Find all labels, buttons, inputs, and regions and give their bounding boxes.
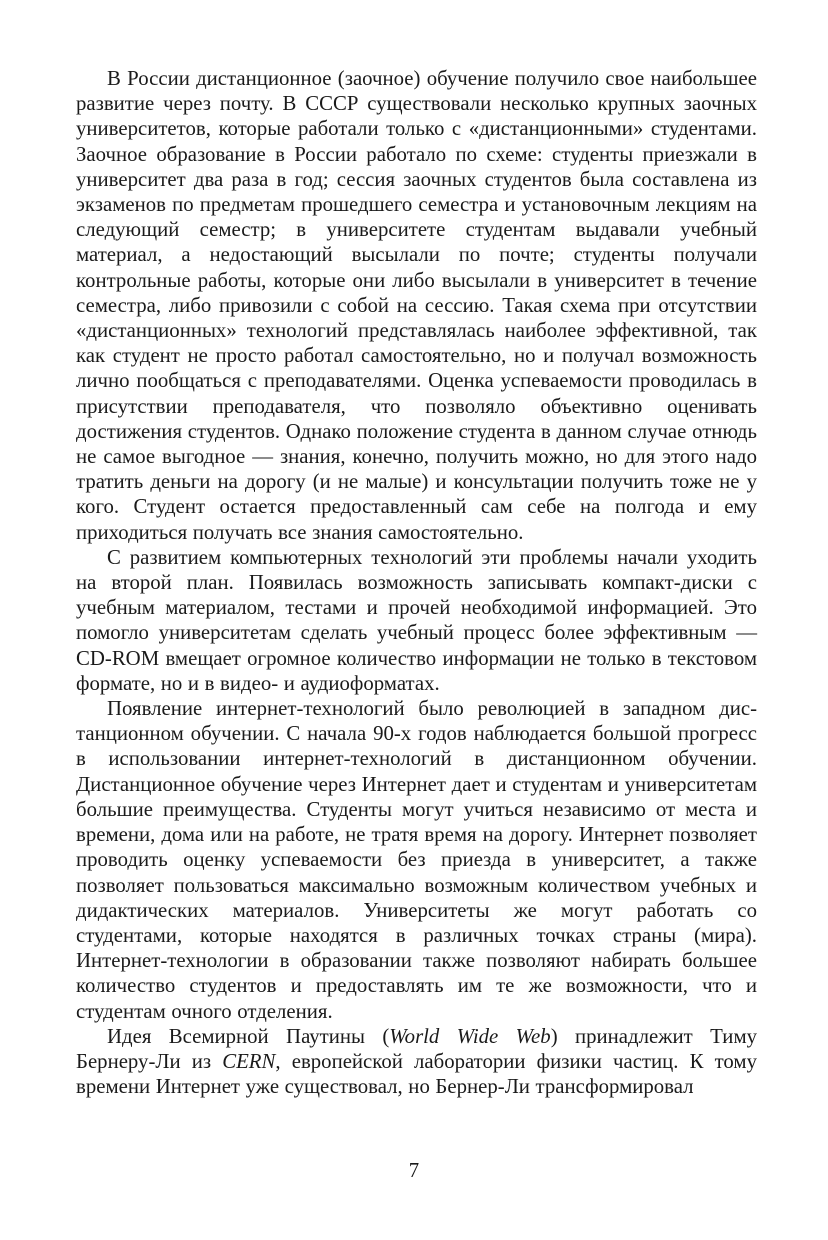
paragraph-internet-technologies bbox=[76, 696, 757, 1024]
paragraph-world-wide-web bbox=[76, 1024, 757, 1100]
italic-term: World Wide Web bbox=[389, 1024, 551, 1048]
paragraph-distance-learning-russia bbox=[76, 66, 757, 545]
text-run: В России дистанционное (заочное) обучение получило свое наибольшее развитие через почту. В СССР существовали несколько крупных заочных университетов, которые работали только с «дистанционными» студентами. Заочное образование в России работало по схеме: студенты приезжали в университет два раза в год; сессия заочных студентов была составлена из экзаменов по предметам прошедшего семестра и установочным лекциям на следующий семестр; в университете студентам выдавали учебный материал, а недостающий высылали по почте; студенты получали контрольные работы, которые они либо высылали в университет в течение семестра, либо привозили с собой на сессию. Такая схема при отсутствии «дистанционных» технологий представлялась наиболее эффективной, так как студент не просто работал самостоятельно, но и получал возможность лично пообщаться с преподавателями. Оценка успеваемости проводилась в присутствии преподавателя, что позволяло объективно оценивать достижения студентов. Однако положение студента в данном случае отнюдь не самое выгодное — знания, конечно, получить можно, но для этого надо тратить деньги на дорогу (и не малые) и консультации получить тоже не у кого. Студент остается предоставленный сам себе на полгода и ему приходиться получать все знания самостоятельно. bbox=[76, 67, 757, 544]
page-number: 7 bbox=[408, 1159, 420, 1182]
text-run: Появление интернет-технологий было революцией в западном дистанционном обучении. С начала 90-х годов наблюдается большой прогресс в использовании интернет-технологий в дистанционном обучении. Дистанционное обучение через Интернет дает и студентам и университетам большие преимущества. Студенты могут учиться независимо от места и времени, дома или на работе, не тратя время на дорогу. Интернет позволяет проводить оценку успеваемости без приезда в университет, а также позволяет пользоваться максимально возможным количеством учебных и дидактических материалов. Университеты же могут работать со студентами, которые находятся в различных точках страны (мира). Интернет-технологии в образовании также позволяют набирать большее количество студентов и предоставлять им те же возможности, что и студентам очного отделения. bbox=[76, 697, 757, 1023]
text-run: Идея Всемирной Паутины ( bbox=[107, 1024, 390, 1048]
page-body bbox=[76, 66, 757, 1166]
italic-term: CERN bbox=[222, 1049, 276, 1073]
text-run: С развитием компьютерных технологий эти проблемы начали уходить на второй план. Появилась возможность записывать компакт-диски с учебным материалом, тестами и прочей необходимой информацией. Это помогло университетам сделать учебный процесс более эффективным — CD-ROM вмещает огромное количество информации не только в текстовом формате, но и в видео- и аудиоформатах. bbox=[76, 545, 757, 695]
text-run: ) принадлежит Тиму Бернеру-Ли из bbox=[76, 1024, 757, 1073]
paragraph-computer-technologies bbox=[76, 545, 757, 696]
text-run: , европейской лаборатории физики частиц. К тому времени Интернет уже существовал, но Бернер-Ли трансформировал bbox=[76, 1049, 757, 1099]
